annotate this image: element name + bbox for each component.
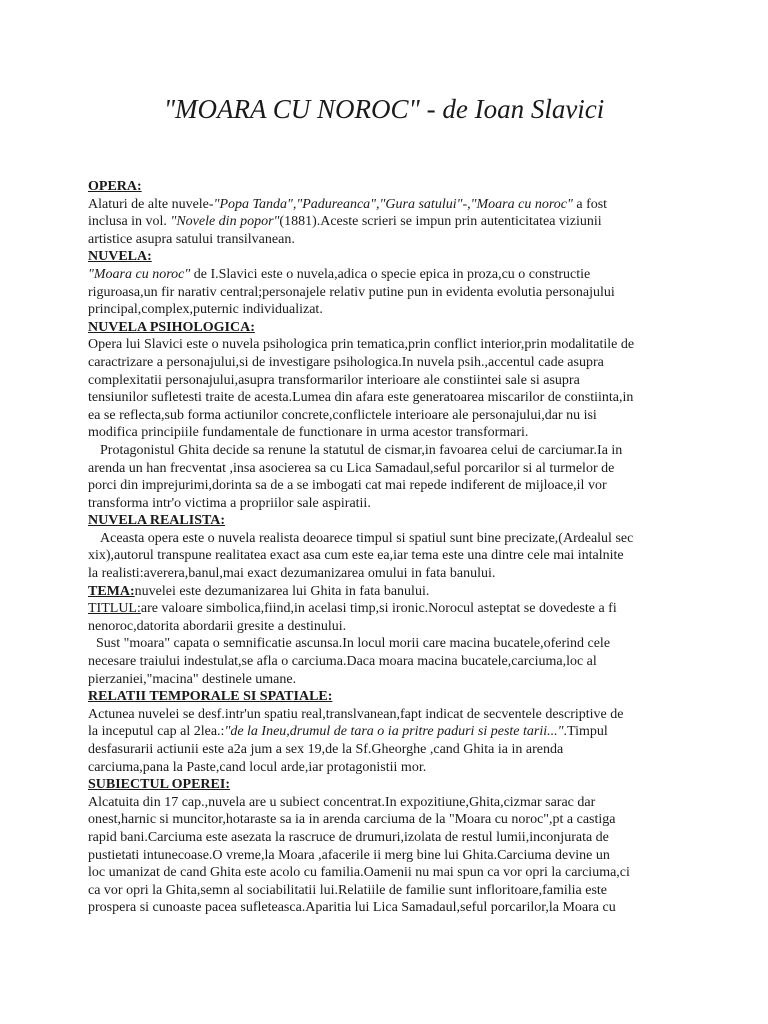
subiectul-line: pustietati intunecoase.O vreme,la Moara ,afacerile ii merg bine lui Ghita.Carciuma devine un: [88, 847, 610, 863]
psihologica-line: modifica principiile fundamentale de functionare in urma acestor transformari.: [88, 425, 529, 441]
psihologica-line: tensiunilor sufletesti traite de acesta.Lumea din afara este generatoarea miscarilor de constiinta,in: [88, 390, 634, 406]
italic-run: "Moara cu noroc": [88, 266, 191, 282]
titlul-p2-line: pierzaniei,"macina" destinele umane.: [88, 671, 297, 687]
section-heading-subiectul: SUBIECTUL OPEREI:: [88, 777, 230, 793]
text-run: are valoare simbolica,fiind,in acelasi timp,si ironic.Norocul asteptat se dovedeste a fi: [140, 601, 617, 617]
subiectul-line: loc umanizat de cand Ghita este acolo cu familia.Oamenii nu mai spun ca vor opri la carciuma,ci: [88, 865, 630, 881]
section-heading-opera: OPERA:: [88, 179, 142, 194]
italic-run: "Popa Tanda","Padureanca","Gura satului"-,"Moara cu noroc": [213, 196, 573, 212]
text-run: de I.Slavici este o nuvela,adica o specie epica in proza,cu o constructie: [190, 266, 591, 282]
document-body: [88, 178, 688, 917]
text-run: (1881).Aceste scrieri se impun prin autenticitatea viziunii: [279, 214, 602, 230]
tema-label: TEMA:: [88, 583, 135, 599]
subiectul-line: rapid bani.Carciuma este asezata la rascruce de drumuri,izolata de restul lumii,inconjurata de: [88, 829, 609, 845]
titlul-p2-line: Sust "moara" capata o semnificatie ascunsa.In locul morii care macina bucatele,oferind cele: [96, 636, 611, 652]
psihologica-p2-line: Protagonistul Ghita decide sa renune la statutul de cismar,in favoarea celui de carciumar.Ia in: [100, 442, 623, 458]
opera-line-1: [88, 196, 688, 214]
psihologica-line: Opera lui Slavici este o nuvela psihologica prin tematica,prin conflict interior,prin modalitatile de: [88, 337, 635, 353]
realista-line: xix),autorul transpune realitatea exact asa cum este ea,iar tema este una dintre cele mai intalnite: [88, 548, 624, 564]
psihologica-line: complexitatii personajului,asupra transformarilor interioare ale constiintei sale si asupra: [88, 372, 580, 388]
psihologica-p2-line: arenda un han frecventat ,insa asocierea sa cu Lica Samadaul,seful porcarilor si al turmelor de: [88, 460, 615, 476]
italic-run: "Novele din popor": [170, 214, 280, 230]
subiectul-line: ca vor opri la Ghita,semn al sociabilitatii lui.Relatiile de familie sunt infloritoare,familia este: [88, 882, 608, 898]
relatii-line-4: carciuma,pana la Paste,cand locul arde,iar protagonistii mor.: [88, 759, 427, 775]
section-heading-psihologica: NUVELA PSIHOLOGICA:: [88, 319, 255, 335]
realista-line: la realisti:averera,banul,mai exact dezumanizarea omului in fata banului.: [88, 566, 496, 582]
realista-line: Aceasta opera este o nuvela realista deoarece timpul si spatiul sunt bine precizate,(Ardealul sec: [100, 530, 634, 546]
relatii-line-1: Actunea nuvelei se desf.intr'un spatiu real,translvanean,fapt indicat de secventele descriptive de: [88, 706, 624, 722]
nuvela-line-2: riguroasa,un fir narativ central;personajele relativ putine pun in evidenta evolutia personajului: [88, 284, 615, 300]
psihologica-line: caractrizare a personajului,si de investigare psihologica.In nuvela psih.,accentul cade asupra: [88, 354, 604, 370]
text-run: .Timpul: [563, 724, 608, 740]
text-run: a fost: [572, 196, 608, 212]
tema-line: [88, 583, 688, 601]
opera-line-3: artistice asupra satului transilvanean.: [88, 231, 295, 247]
titlul-line-2: nenoroc,datorita abordarii gresite a destinului.: [88, 618, 347, 634]
titlul-label: TITLUL:: [88, 601, 141, 617]
psihologica-p2-line: porci din imprejurimi,dorinta sa de a se imbogati cat mai repede indiferent de mijloace,il vor: [88, 478, 607, 494]
section-heading-relatii: RELATII TEMPORALE SI SPATIALE:: [88, 689, 333, 705]
subiectul-line: onest,harnic si muncitor,hotaraste sa ia in arenda carciuma de la "Moara cu noroc",pt a castiga: [88, 812, 616, 828]
text-run: inclusa in vol.: [88, 214, 171, 230]
document-title: "MOARA CU NOROC" - de Ioan Slavici: [163, 94, 605, 124]
text-run: Alaturi de alte nuvele-: [88, 196, 214, 212]
titlul-line-1: [88, 600, 688, 618]
text-run: la inceputul cap al 2lea.:: [88, 724, 225, 740]
nuvela-line-3: principal,complex,puternic individualizat.: [88, 302, 323, 318]
psihologica-p2-line: transforma intr'o victima a propriilor sale aspiratii.: [88, 495, 371, 511]
subiectul-line: prospera si cunoaste pacea sufleteasca.Aparitia lui Lica Samadaul,seful porcarilor,la Moara cu: [88, 900, 616, 916]
opera-line-2: [88, 213, 688, 231]
section-heading-nuvela: NUVELA:: [88, 249, 152, 265]
nuvela-line-1: [88, 266, 688, 284]
titlul-p2-line: necesare traiului indestulat,se afla o carciuma.Daca moara macina bucatele,carciuma,loc al: [88, 654, 597, 670]
psihologica-line: ea se reflecta,sub forma actiunilor concrete,conflictele interioare ale personajului,dar nu isi: [88, 407, 597, 423]
text-run: nuvelei este dezumanizarea lui Ghita in fata banului.: [134, 583, 430, 599]
relatii-line-3: desfasurarii actiunii este a2a jum a sex 19,de la Sf.Gheorghe ,cand Ghita ia in arenda: [88, 742, 564, 757]
italic-run: "de la Ineu,drumul de tara o ia pritre paduri si peste tarii...": [224, 724, 564, 740]
section-heading-realista: NUVELA REALISTA:: [88, 513, 226, 529]
relatii-line-2: [88, 723, 688, 741]
subiectul-line: Alcatuita din 17 cap.,nuvela are u subiect concentrat.In expozitiune,Ghita,cizmar sarac dar: [88, 794, 596, 810]
